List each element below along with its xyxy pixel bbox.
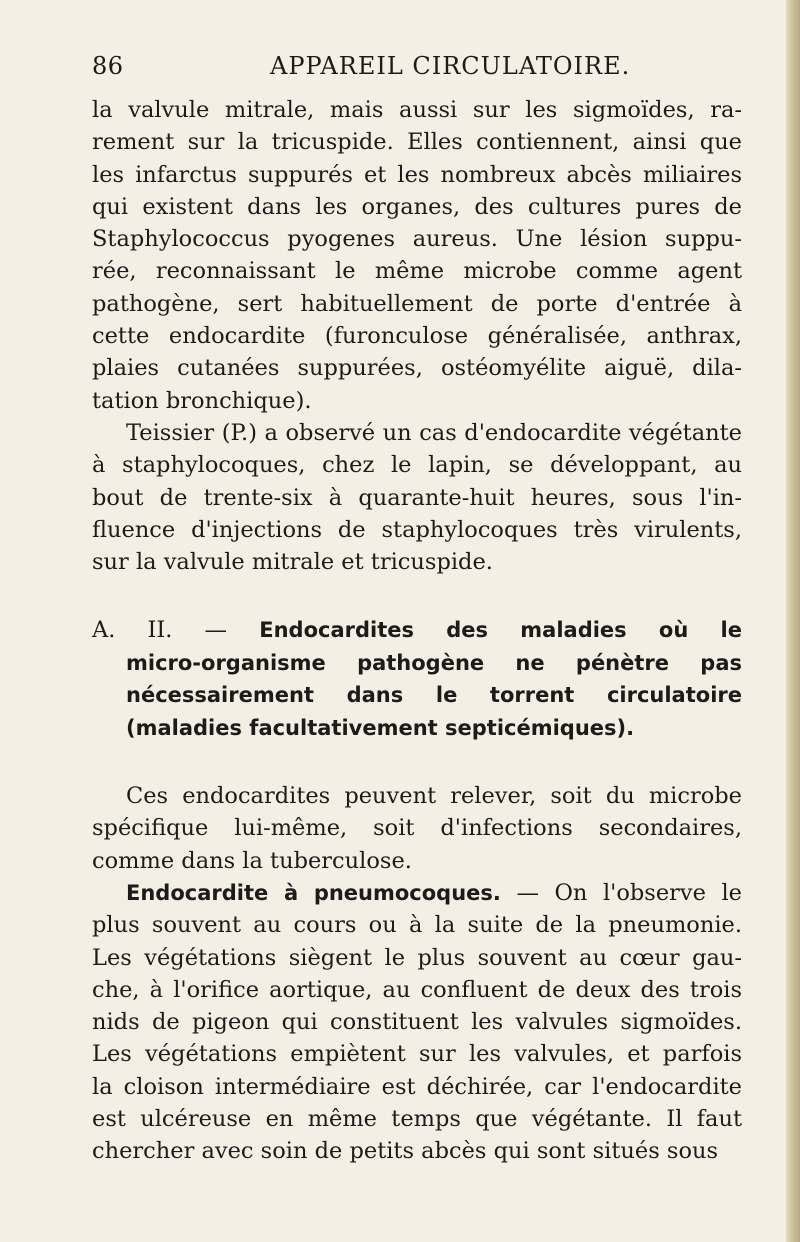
section-gap bbox=[92, 578, 742, 614]
text-line: la cloison intermédiaire est déchirée, car l'endocardite bbox=[92, 1073, 742, 1100]
text-line: Ces endocardites peuvent relever, soit du microbe bbox=[126, 783, 742, 810]
text-line: pathogène, sert habituellement de porte d'entrée à bbox=[92, 290, 742, 317]
text-line: les infarctus suppurés et les nombreux abcès miliaires bbox=[92, 161, 742, 188]
page-body bbox=[92, 94, 742, 1168]
text-line: Teissier (P.) a observé un cas d'endocardite végétante bbox=[126, 419, 742, 446]
running-title: APPAREIL CIRCULATOIRE. bbox=[270, 52, 631, 80]
section-title-part: Endocardites des maladies où le bbox=[259, 618, 742, 643]
text-line: che, à l'orifice aortique, au confluent de deux des trois bbox=[92, 976, 742, 1003]
text-line: spécifique lui-même, soit d'infections secondaires, bbox=[92, 815, 742, 842]
section-heading-line: nécessairement dans le torrent circulatoire bbox=[126, 683, 742, 708]
page-edge bbox=[786, 0, 800, 1242]
text-line: nids de pigeon qui constituent les valvules sigmoïdes. bbox=[92, 1009, 742, 1036]
text-run: — On l'observe le bbox=[516, 879, 742, 906]
section-heading-line: micro-organisme pathogène ne pénètre pas bbox=[126, 650, 742, 675]
section-heading-line bbox=[92, 614, 742, 646]
paragraph-3 bbox=[92, 780, 742, 877]
text-line: bout de trente-six à quarante-huit heures, sous l'in- bbox=[92, 484, 742, 511]
section-gap bbox=[92, 744, 742, 780]
paragraph-1 bbox=[92, 94, 742, 417]
text-line: la valvule mitrale, mais aussi sur les sigmoïdes, ra- bbox=[92, 97, 742, 123]
text-line: qui existent dans les organes, des cultures pures de bbox=[92, 193, 742, 220]
text-line: plaies cutanées suppurées, ostéomyélite aiguë, dila- bbox=[92, 355, 742, 382]
page-number: 86 bbox=[92, 52, 124, 80]
text-line: Staphylococcus pyogenes aureus. Une lésion suppu- bbox=[92, 226, 742, 253]
text-line: Les végétations empiètent sur les valvules, et parfois bbox=[92, 1041, 742, 1068]
text-line: sur la valvule mitrale et tricuspide. bbox=[92, 549, 493, 576]
text-line: Les végétations siègent le plus souvent au cœur gau- bbox=[92, 944, 742, 971]
text-line: rement sur la tricuspide. Elles contiennent, ainsi que bbox=[92, 129, 742, 156]
text-line bbox=[92, 877, 742, 909]
subsection-heading: Endocardite à pneumocoques. bbox=[126, 880, 501, 905]
text-line: chercher avec soin de petits abcès qui sont situés sous bbox=[92, 1138, 719, 1165]
text-line: à staphylocoques, chez le lapin, se développant, au bbox=[92, 452, 742, 479]
text-line: plus souvent au cours ou à la suite de la pneumonie. bbox=[92, 912, 742, 939]
section-heading bbox=[92, 614, 742, 744]
paragraph-4 bbox=[92, 877, 742, 1168]
paragraph-2 bbox=[92, 417, 742, 578]
text-line: tation bronchique). bbox=[92, 387, 312, 414]
text-line: rée, reconnaissant le même microbe comme agent bbox=[92, 258, 742, 285]
text-line: cette endocardite (furonculose généralisée, anthrax, bbox=[92, 323, 742, 350]
text-line: comme dans la tuberculose. bbox=[92, 847, 412, 874]
running-header bbox=[92, 52, 742, 86]
section-label: A. II. — bbox=[92, 617, 228, 644]
text-line: fluence d'injections de staphylocoques très virulents, bbox=[92, 516, 742, 543]
text-line: est ulcéreuse en même temps que végétante. Il faut bbox=[92, 1105, 742, 1132]
section-heading-line: (maladies facultativement septicémiques). bbox=[126, 715, 635, 740]
